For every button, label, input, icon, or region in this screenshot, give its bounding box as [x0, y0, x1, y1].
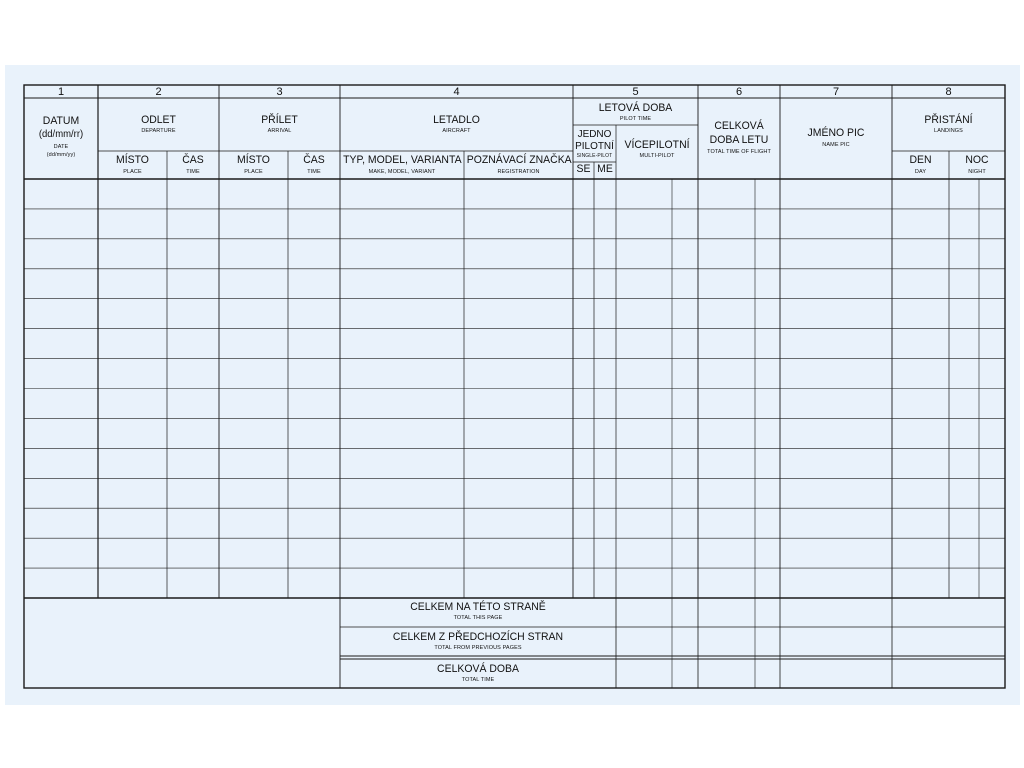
datum-sub: DATE: [53, 144, 69, 150]
col-number-1: 1: [57, 86, 65, 98]
vice-label: VÍCEPILOTNÍ: [624, 139, 690, 151]
prilet-misto-sub: PLACE: [244, 169, 263, 175]
datum-title: DATUM: [42, 115, 80, 127]
odlet-title: ODLET: [141, 114, 176, 126]
letova-doba-title: LETOVÁ DOBA: [598, 102, 673, 114]
letadlo-title: LETADLO: [433, 114, 480, 126]
col-number-8: 8: [945, 86, 952, 98]
odlet-misto-sub: PLACE: [123, 169, 142, 175]
prilet-sub: ARRIVAL: [267, 128, 292, 134]
col-number-2: 2: [155, 86, 162, 98]
total-previous-label: CELKEM Z PŘEDCHOZÍCH STRAN: [392, 631, 564, 643]
odlet-misto: MÍSTO: [116, 154, 149, 166]
celkova-title-1: CELKOVÁ: [714, 120, 764, 132]
prilet-cas-sub: TIME: [307, 169, 321, 175]
total-time-label: CELKOVÁ DOBA: [437, 663, 519, 675]
letadlo-sub: AIRCRAFT: [442, 128, 471, 134]
se-label: SE: [576, 163, 591, 175]
prilet-title: PŘÍLET: [261, 114, 298, 126]
celkova-title-2: DOBA LETU: [709, 134, 769, 146]
letadlo-typ-sub: MAKE, MODEL, VARIANT: [368, 169, 436, 175]
jedno-sub: SINGLE-PILOT: [576, 153, 613, 159]
col-number-7: 7: [832, 86, 840, 98]
odlet-cas: ČAS: [182, 154, 204, 166]
total-this-page-sub: TOTAL THIS PAGE: [453, 615, 503, 621]
col-number-4: 4: [453, 86, 460, 98]
letadlo-znacka: POZNÁVACÍ ZNAČKA: [466, 154, 572, 166]
col-number-6: 6: [735, 86, 743, 98]
letadlo-znacka-sub: REGISTRATION: [497, 169, 540, 175]
jedno-line-2: PILOTNÍ: [575, 140, 614, 152]
pristani-title: PŘISTÁNÍ: [924, 114, 973, 126]
jmeno-title: JMÉNO PIC: [807, 127, 865, 139]
logbook-page: [5, 65, 1020, 705]
total-this-page-label: CELKEM NA TÉTO STRANĚ: [410, 601, 546, 613]
col-number-5: 5: [632, 86, 639, 98]
odlet-cas-sub: TIME: [186, 169, 200, 175]
total-previous-sub: TOTAL FROM PREVIOUS PAGES: [434, 645, 522, 651]
prilet-misto: MÍSTO: [237, 154, 270, 166]
prilet-cas: ČAS: [303, 154, 325, 166]
celkova-sub: TOTAL TIME OF FLIGHT: [707, 149, 771, 155]
datum-format: (dd/mm/rr): [38, 129, 84, 140]
jedno-line-1: JEDNO: [577, 128, 612, 140]
letadlo-typ: TYP, MODEL, VARIANTA: [343, 154, 462, 166]
me-label: ME: [597, 163, 613, 175]
pristani-noc-sub: NIGHT: [968, 169, 986, 175]
pristani-den: DEN: [909, 154, 932, 166]
col-number-3: 3: [276, 86, 283, 98]
total-time-sub: TOTAL TIME: [461, 677, 495, 683]
jmeno-sub: NAME PIC: [822, 142, 850, 148]
datum-sub-format: (dd/mm/yy): [46, 152, 76, 158]
vice-sub: MULTI-PILOT: [639, 153, 675, 159]
pristani-den-sub: DAY: [914, 169, 927, 175]
pristani-sub: LANDINGS: [934, 128, 963, 134]
pristani-noc: NOC: [965, 154, 989, 166]
letova-doba-sub: PILOT TIME: [619, 116, 652, 122]
odlet-sub: DEPARTURE: [141, 128, 176, 134]
